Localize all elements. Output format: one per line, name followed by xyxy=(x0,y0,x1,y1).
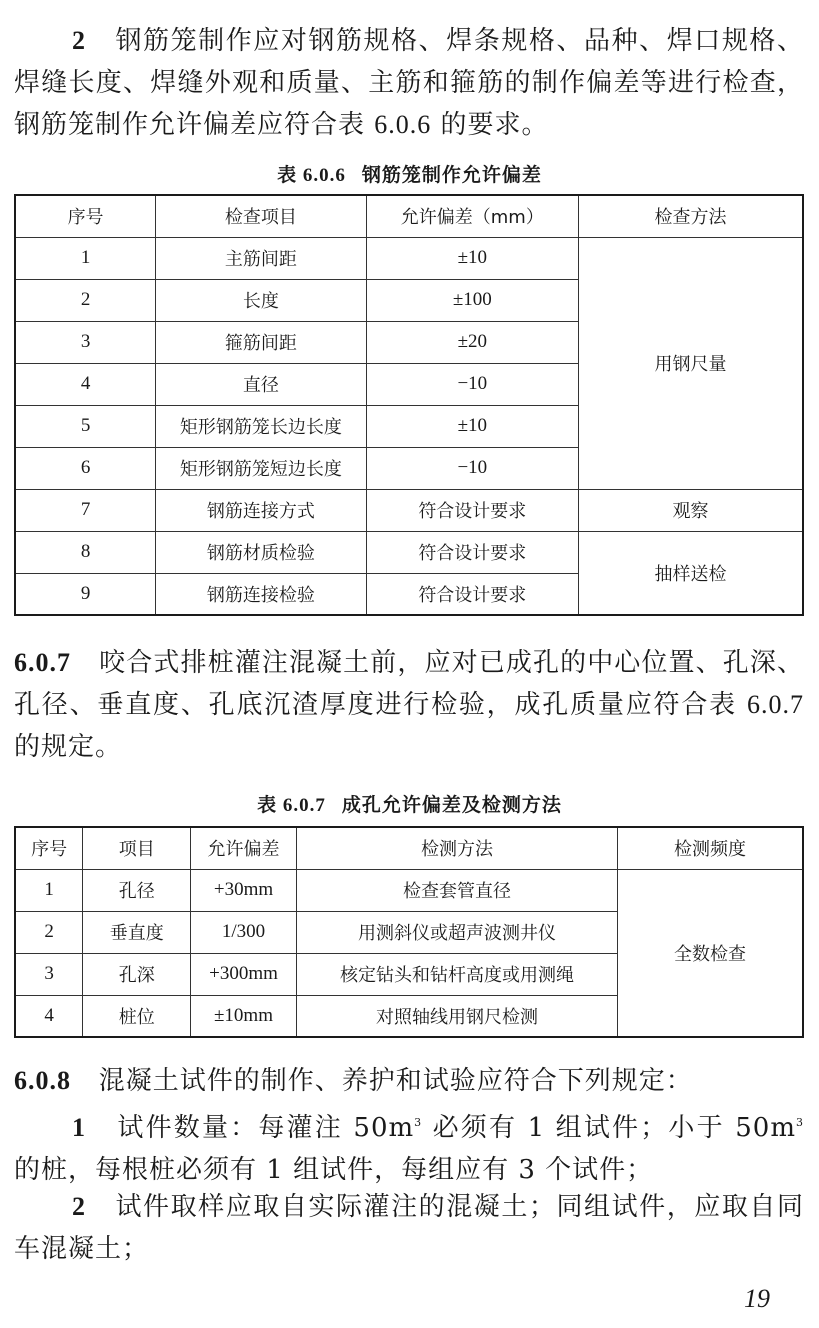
table-row xyxy=(15,237,803,279)
cell-tolerance: ±100 xyxy=(366,279,579,321)
cell-item: 钢筋材质检验 xyxy=(156,531,366,573)
header-cell: 检查方法 xyxy=(579,195,803,237)
item-number: 2 xyxy=(72,26,86,55)
paragraph-text: 钢筋笼制作应对钢筋规格、焊条规格、品种、焊口规格、焊缝长度、焊缝外观和质量、主筋和箍筋的制作偏差等进行检查，钢筋笼制作允许偏差应符合表 xyxy=(14,26,804,140)
paragraph-text-end: 的规定。 xyxy=(14,732,123,762)
cell-no: 1 xyxy=(15,869,83,911)
cell-method: 对照轴线用钢尺检测 xyxy=(296,995,617,1037)
superscript: 3 xyxy=(414,1116,423,1129)
cell-tolerance: −10 xyxy=(366,363,579,405)
item-text: 必须有 1 组试件；小于 50m xyxy=(422,1113,796,1143)
cell-item: 矩形钢筋笼短边长度 xyxy=(156,447,366,489)
cell-no: 8 xyxy=(15,531,156,573)
table-reference: 6.0.7 xyxy=(747,690,804,719)
cell-tolerance: 符合设计要求 xyxy=(366,531,579,573)
cell-method: 观察 xyxy=(579,489,803,531)
cell-item: 箍筋间距 xyxy=(156,321,366,363)
header-cell: 项目 xyxy=(83,827,191,869)
cell-tolerance: ±10 xyxy=(366,237,579,279)
cell-item: 长度 xyxy=(156,279,366,321)
cell-tolerance: +30mm xyxy=(191,869,297,911)
header-cell: 序号 xyxy=(15,827,83,869)
page-number: 19 xyxy=(744,1284,770,1313)
paragraph-606-item2 xyxy=(14,20,804,146)
cell-no: 4 xyxy=(15,363,156,405)
cell-no: 9 xyxy=(15,573,156,615)
paragraph-607 xyxy=(14,642,804,768)
cell-method: 检查套管直径 xyxy=(296,869,617,911)
table-header-row xyxy=(15,195,803,237)
paragraph-608-item1 xyxy=(14,1102,804,1191)
header-cell: 序号 xyxy=(15,195,156,237)
caption-title: 钢筋笼制作允许偏差 xyxy=(361,164,542,186)
cell-item: 钢筋连接检验 xyxy=(156,573,366,615)
cell-method: 核定钻头和钻杆高度或用测绳 xyxy=(296,953,617,995)
cell-no: 3 xyxy=(15,321,156,363)
table-607 xyxy=(14,826,804,1038)
cell-item: 钢筋连接方式 xyxy=(156,489,366,531)
cell-item: 桩位 xyxy=(83,995,191,1037)
item-text: 的桩，每根桩必须有 1 组试件，每组应有 3 个试件； xyxy=(14,1155,654,1185)
paragraph-text: 咬合式排桩灌注混凝土前，应对已成孔的中心位置、孔深、孔径、垂直度、孔底沉渣厚度进行检验，成孔质量应符合表 xyxy=(14,648,804,720)
table-606-caption xyxy=(0,160,819,187)
table-reference: 6.0.6 xyxy=(374,110,432,139)
header-cell: 检测频度 xyxy=(617,827,803,869)
caption-number: 表 6.0.6 xyxy=(277,165,346,186)
cell-tolerance: ±10mm xyxy=(191,995,297,1037)
cell-method: 用测斜仪或超声波测井仪 xyxy=(296,911,617,953)
section-number: 6.0.8 xyxy=(14,1066,71,1095)
cell-tolerance: ±20 xyxy=(366,321,579,363)
header-cell: 检测方法 xyxy=(296,827,617,869)
cell-tolerance: 符合设计要求 xyxy=(366,573,579,615)
cell-tolerance: −10 xyxy=(366,447,579,489)
cell-no: 3 xyxy=(15,953,83,995)
header-cell: 检查项目 xyxy=(156,195,366,237)
paragraph-text-end: 的要求。 xyxy=(431,110,549,140)
cell-tolerance: +300mm xyxy=(191,953,297,995)
paragraph-text: 混凝土试件的制作、养护和试验应符合下列规定： xyxy=(98,1066,693,1096)
header-cell: 允许偏差 xyxy=(191,827,297,869)
cell-item: 矩形钢筋笼长边长度 xyxy=(156,405,366,447)
cell-item: 直径 xyxy=(156,363,366,405)
paragraph-608 xyxy=(14,1060,804,1102)
item-number: 1 xyxy=(72,1113,86,1142)
cell-method: 用钢尺量 xyxy=(579,237,803,489)
cell-no: 1 xyxy=(15,237,156,279)
cell-no: 2 xyxy=(15,911,83,953)
cell-tolerance: 符合设计要求 xyxy=(366,489,579,531)
table-header-row xyxy=(15,827,803,869)
table-606 xyxy=(14,194,804,616)
cell-method: 抽样送检 xyxy=(579,531,803,615)
cell-tolerance: 1/300 xyxy=(191,911,297,953)
table-row xyxy=(15,531,803,573)
cell-item: 主筋间距 xyxy=(156,237,366,279)
item-text: 试件取样应取自实际灌注的混凝土；同组试件，应取自同车混凝土； xyxy=(14,1192,804,1264)
caption-title: 成孔允许偏差及检测方法 xyxy=(341,794,562,816)
paragraph-608-item2 xyxy=(14,1186,804,1270)
header-cell: 允许偏差（mm） xyxy=(366,195,579,237)
cell-frequency: 全数检查 xyxy=(617,869,803,1037)
cell-no: 7 xyxy=(15,489,156,531)
cell-item: 孔深 xyxy=(83,953,191,995)
table-row xyxy=(15,489,803,531)
section-number: 6.0.7 xyxy=(14,648,71,677)
caption-number: 表 6.0.7 xyxy=(257,795,326,816)
cell-no: 6 xyxy=(15,447,156,489)
table-607-caption xyxy=(0,790,819,817)
item-text: 试件数量：每灌注 50m xyxy=(117,1113,415,1143)
cell-item: 垂直度 xyxy=(83,911,191,953)
cell-no: 5 xyxy=(15,405,156,447)
cell-no: 2 xyxy=(15,279,156,321)
cell-no: 4 xyxy=(15,995,83,1037)
table-row xyxy=(15,869,803,911)
cell-tolerance: ±10 xyxy=(366,405,579,447)
superscript: 3 xyxy=(796,1116,804,1129)
cell-item: 孔径 xyxy=(83,869,191,911)
item-number: 2 xyxy=(72,1192,86,1221)
